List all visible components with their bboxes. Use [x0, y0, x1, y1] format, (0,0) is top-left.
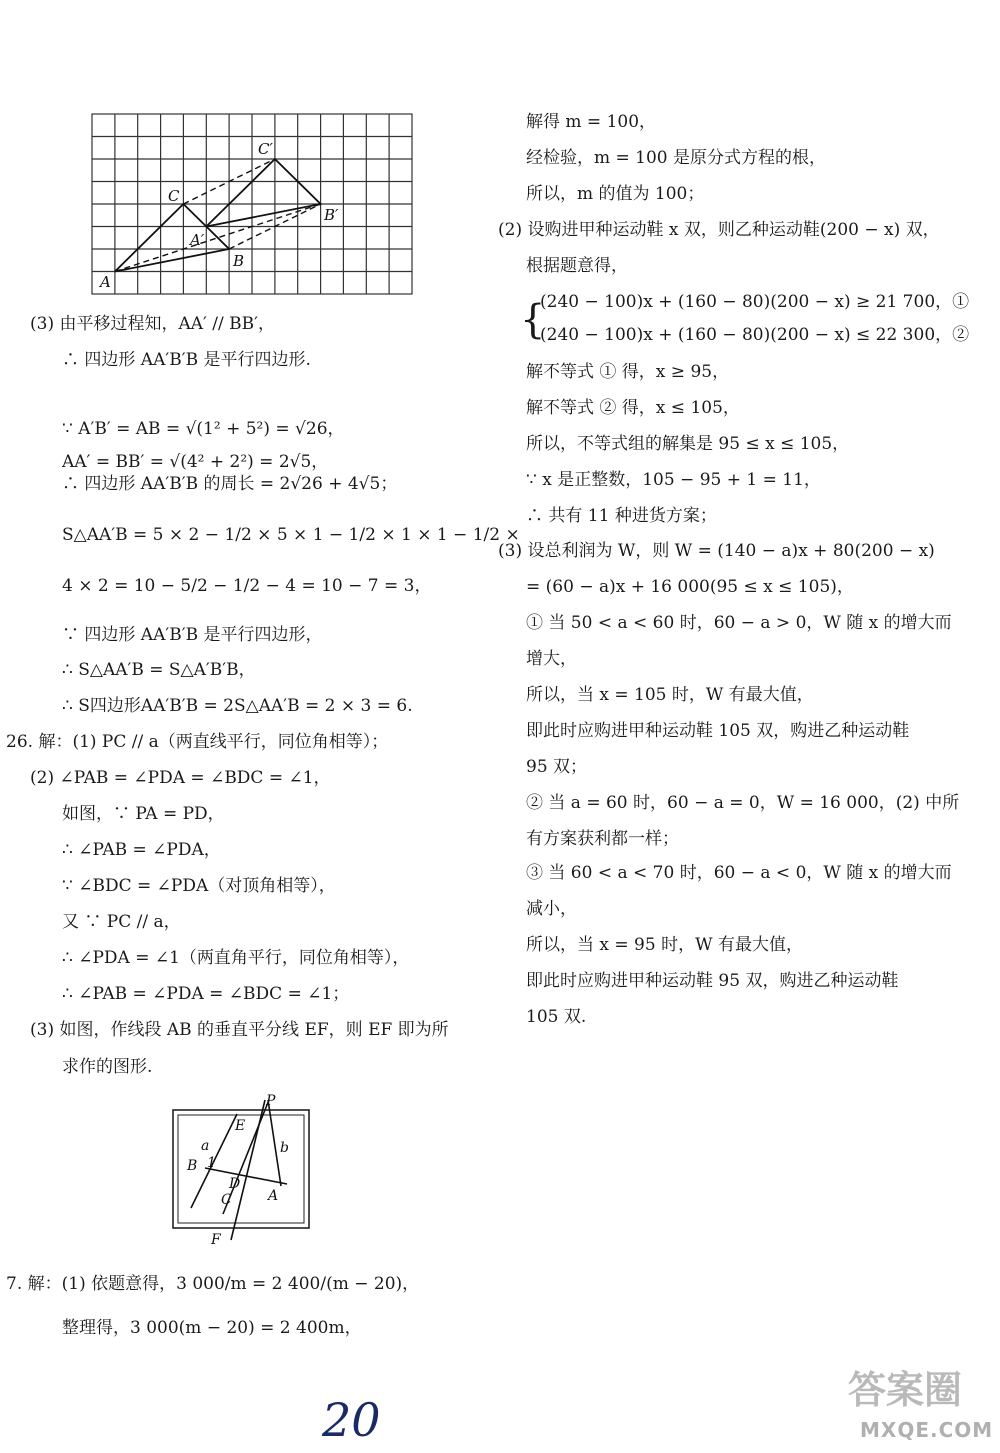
left-line: 4 × 2 = 10 − 5/2 − 1/2 − 4 = 10 − 7 = 3， — [62, 576, 432, 596]
label-b: B — [233, 252, 245, 270]
label-c-prime: C′ — [258, 140, 273, 158]
label-b: B — [187, 1158, 198, 1174]
right-line: 即此时应购进甲种运动鞋 105 双，购进乙种运动鞋 — [526, 721, 910, 741]
right-line: 减小， — [526, 899, 577, 919]
right-line: (240 − 100)x + (160 − 80)(200 − x) ≥ 21 700，① — [540, 292, 970, 312]
label-f: F — [211, 1232, 221, 1248]
right-line: 解得 m = 100， — [526, 112, 657, 132]
right-line: 105 双. — [526, 1007, 587, 1027]
right-line: 所以，m 的值为 100； — [526, 184, 705, 204]
right-line: 经检验，m = 100 是原分式方程的根， — [526, 148, 827, 168]
label-line-a: a — [201, 1138, 210, 1154]
right-line: 解不等式 ② 得，x ≤ 105， — [526, 398, 740, 418]
right-line: 有方案获利都一样； — [526, 829, 679, 849]
left-line: 整理得，3 000(m − 20) = 2 400m， — [62, 1318, 362, 1338]
left-line: (3) 如图，作线段 AB 的垂直平分线 EF，则 EF 即为所 — [30, 1020, 449, 1040]
right-line: 95 双； — [526, 757, 588, 777]
right-line: 解不等式 ① 得，x ≥ 95， — [526, 362, 730, 382]
left-line: 26. 解：(1) PC // a（两直线平行，同位角相等）； — [6, 732, 389, 752]
label-a-prime: A′ — [190, 231, 205, 249]
label-a: A — [268, 1188, 279, 1204]
left-line: 又 ∵ PC // a， — [62, 912, 181, 932]
left-line: ∴ ∠PDA = ∠1（两直角平行，同位角相等）， — [62, 948, 410, 968]
right-line: ③ 当 60 < a < 70 时，60 − a < 0，W 随 x 的增大而 — [526, 863, 952, 883]
label-p: P — [266, 1093, 276, 1109]
right-line: = (60 − a)x + 16 000(95 ≤ x ≤ 105)， — [526, 577, 854, 597]
right-line: 即此时应购进甲种运动鞋 95 双，购进乙种运动鞋 — [526, 971, 899, 991]
label-c: C — [221, 1192, 232, 1208]
right-line: (3) 设总利润为 W，则 W = (140 − a)x + 80(200 − x) — [498, 541, 935, 561]
left-line: ∵ 四边形 AA′B′B 是平行四边形， — [62, 625, 323, 645]
handwritten-page-number: 20 — [322, 1393, 381, 1447]
left-line: 求作的图形. — [62, 1057, 153, 1077]
left-line: ∵ ∠BDC = ∠PDA（对顶角相等）， — [62, 876, 336, 896]
brace: { — [520, 297, 546, 343]
right-line: 增大， — [526, 649, 577, 669]
label-b-prime: B′ — [324, 206, 339, 224]
right-line: 所以，不等式组的解集是 95 ≤ x ≤ 105， — [526, 434, 850, 454]
label-a: A — [100, 273, 111, 291]
left-line: ∴ S△AA′B = S△A′B′B， — [62, 660, 256, 680]
grid-figure — [88, 110, 418, 300]
label-angle-1: 1 — [207, 1155, 216, 1171]
label-line-b: b — [280, 1140, 289, 1156]
left-line: ∴ ∠PAB = ∠PDA = ∠BDC = ∠1； — [62, 984, 350, 1004]
right-line: ① 当 50 < a < 60 时，60 − a > 0，W 随 x 的增大而 — [526, 613, 952, 633]
watermark-logo: 答案圈 — [848, 1368, 963, 1412]
left-line: AA′ = BB′ = √(4² + 2²) = 2√5， — [62, 452, 329, 472]
left-line: ∴ S四边形AA′B′B = 2S△AA′B = 2 × 3 = 6. — [62, 696, 413, 716]
left-line: ∴ ∠PAB = ∠PDA， — [62, 840, 221, 860]
left-line: (3) 由平移过程知，AA′ // BB′， — [30, 314, 276, 334]
left-line: ∴ 四边形 AA′B′B 的周长 = 2√26 + 4√5； — [62, 474, 398, 494]
left-line: 7. 解：(1) 依题意得，3 000/m = 2 400/(m − 20)， — [6, 1274, 420, 1294]
right-line: (240 − 100)x + (160 − 80)(200 − x) ≤ 22 300，② — [540, 325, 970, 345]
right-line: (2) 设购进甲种运动鞋 x 双，则乙种运动鞋(200 − x) 双， — [498, 220, 940, 240]
label-d: D — [229, 1176, 241, 1192]
right-line: 所以，当 x = 95 时，W 有最大值， — [526, 935, 803, 955]
watermark-url: MXQE.COM — [860, 1418, 994, 1442]
label-c: C — [168, 187, 180, 205]
label-e: E — [235, 1118, 246, 1134]
left-line: (2) ∠PAB = ∠PDA = ∠BDC = ∠1， — [30, 768, 331, 788]
left-line: ∵ A′B′ = AB = √(1² + 5²) = √26， — [62, 419, 345, 439]
right-line: 根据题意得， — [526, 256, 628, 276]
left-line: 如图，∵ PA = PD， — [62, 804, 225, 824]
left-line: ∴ 四边形 AA′B′B 是平行四边形. — [62, 350, 311, 370]
perpendicular-bisector-figure — [165, 1088, 315, 1248]
right-line: ② 当 a = 60 时，60 − a = 0，W = 16 000，(2) 中所 — [526, 793, 960, 813]
left-line: S△AA′B = 5 × 2 − 1/2 × 5 × 1 − 1/2 × 1 × 1 − 1/2 × — [62, 525, 520, 545]
triangle-abc — [115, 204, 229, 272]
right-line: ∴ 共有 11 种进货方案； — [526, 506, 717, 526]
triangle-translated — [206, 159, 320, 227]
right-line: ∵ x 是正整数，105 − 95 + 1 = 11， — [526, 470, 821, 490]
right-line: 所以，当 x = 105 时，W 有最大值， — [526, 685, 814, 705]
